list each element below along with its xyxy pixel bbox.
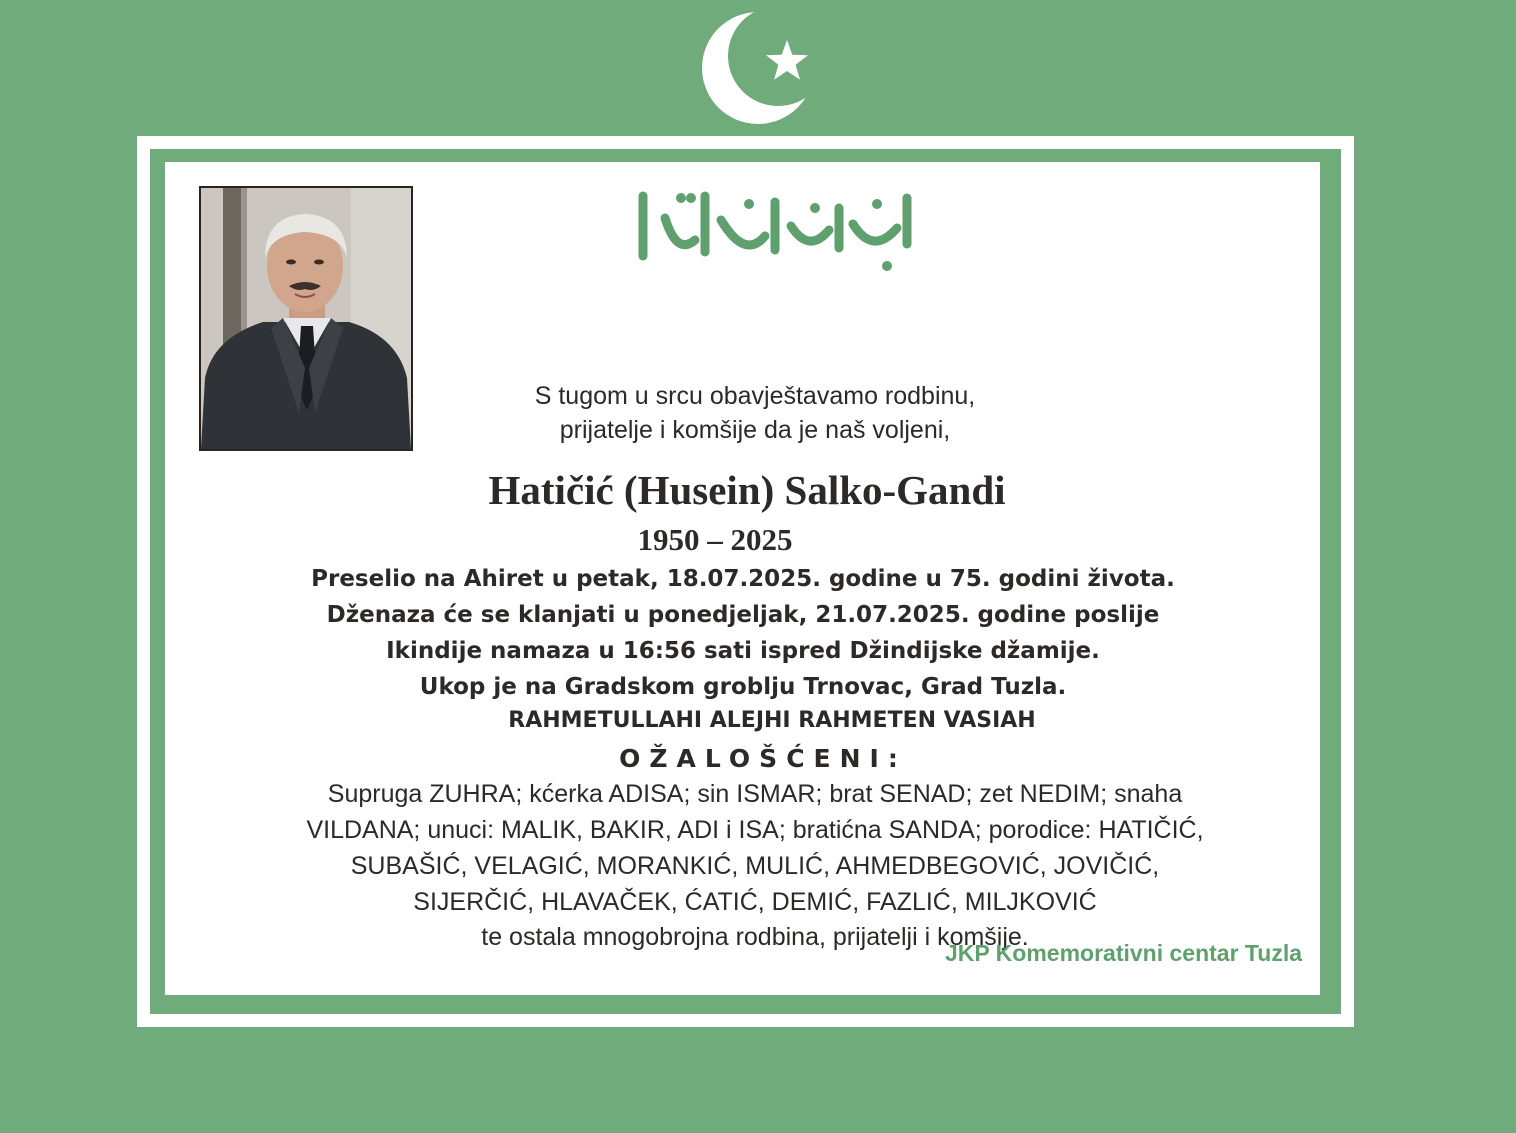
crescent-star-icon bbox=[700, 4, 830, 126]
arabic-calligraphy-icon bbox=[625, 178, 925, 278]
intro-line-2: prijatelje i komšije da je naš voljeni, bbox=[559, 416, 951, 444]
details-line-2: Dženaza će se klanjati u ponedjeljak, 21.07.2025. godine poslije bbox=[326, 602, 1160, 628]
notice-paper bbox=[165, 162, 1320, 995]
deceased-name: Hatičić (Husein) Salko-Gandi bbox=[488, 467, 1006, 513]
mourners-heading: OŽALOŠĆENI: bbox=[619, 744, 907, 773]
mourners-line-3: SUBAŠIĆ, VELAGIĆ, MORANKIĆ, MULIĆ, AHMEDBEGOVIĆ, JOVIČIĆ, bbox=[350, 852, 1160, 880]
mourners-line-2: VILDANA; unuci: MALIK, BAKIR, ADI i ISA; bratićna SANDA; porodice: HATIČIĆ, bbox=[306, 816, 1204, 844]
portrait-photo bbox=[199, 186, 413, 451]
details-line-1: Preselio na Ahiret u petak, 18.07.2025. godine u 75. godini života. bbox=[311, 566, 1175, 592]
details-line-4: Ukop je na Gradskom groblju Trnovac, Grad Tuzla. bbox=[419, 674, 1067, 700]
intro-line-1: S tugom u srcu obavještavamo rodbinu, bbox=[534, 382, 976, 410]
deceased-years: 1950 – 2025 bbox=[637, 522, 793, 557]
portrait-illustration bbox=[201, 188, 411, 449]
mourners-line-5: te ostala mnogobrojna rodbina, prijatelji i komšije. bbox=[481, 923, 1029, 951]
mourners-line-4: SIJERČIĆ, HLAVAČEK, ĆATIĆ, DEMIĆ, FAZLIĆ, MILJKOVIĆ bbox=[413, 888, 1097, 916]
details-line-3: Ikindije namaza u 16:56 sati ispred Džindijske džamije. bbox=[386, 638, 1100, 664]
inner-frame bbox=[150, 149, 1341, 1014]
outer-frame bbox=[137, 136, 1354, 1027]
prayer-line: RAHMETULLAHI ALEJHI RAHMETEN VASIAH bbox=[508, 708, 1036, 733]
mourners-line-1: Supruga ZUHRA; kćerka ADISA; sin ISMAR; brat SENAD; zet NEDIM; snaha bbox=[327, 780, 1183, 808]
publisher-name: JKP Komemorativni centar Tuzla bbox=[944, 940, 1302, 966]
